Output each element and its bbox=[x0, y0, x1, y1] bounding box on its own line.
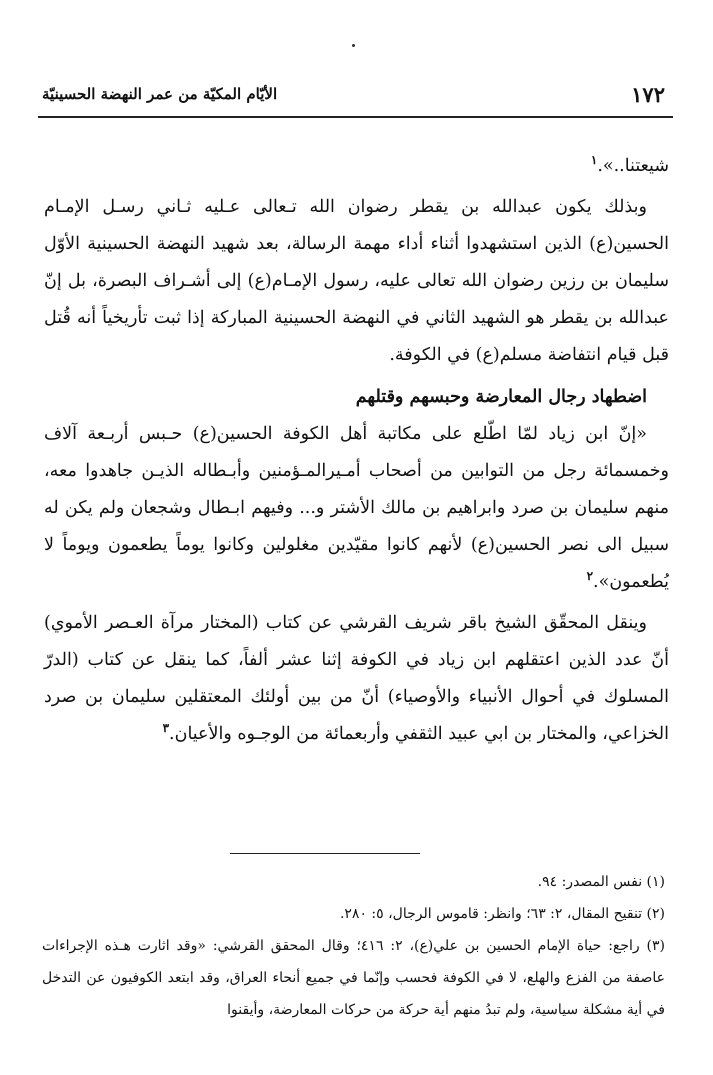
paragraph-2: وبذلك يكون عبدالله بن يقطر رضوان الله تـعالى عـليه ثـاني رسـل الإمـام الحسين(ع) الذين استشهدوا أثناء أداء مهمة الرسالة، بعد شهيد النهضة الحسينية الأوّل سليمان بن رزين رضوان الله تعالى عليه، رسول الإمـام(ع) إلى أشـراف البصرة، بل إنّ عبدالله بن يقطر هو الشهيد الثاني في النهضة الحسينية المباركة إذا ثبت تأريخياً أنه قُتل قبل قيام انتفاضة مسلم(ع) في الكوفة. bbox=[44, 197, 669, 365]
footnote-ref-3: ٣ bbox=[162, 721, 170, 736]
running-title: الأيّام المكيّة من عمر النهضة الحسينيّة bbox=[42, 85, 278, 103]
paragraph-3-text: «إنّ ابن زياد لمّا اطّلع على مكاتبة أهل الكوفة الحسين(ع) حـبس أربـعة آلاف وخمسمائة رجل من التوابين من أصحاب أمـيرالمـؤمنين وأبـطاله الذيـن جاهدوا معه، منهم سليمان بن صرد وابراهيم بن مالك الأشتر و... وفيهم ابـطال وشجعان ولم يكن له سبيل الى نصر الحسين(ع) لأنهم كانوا مقيّدين مغلولين وكانوا يوماً يطعمون ويوماً لا يُطعمون». bbox=[44, 424, 669, 592]
page-number: ١٧٢ bbox=[631, 82, 665, 107]
footnotes bbox=[42, 866, 665, 1026]
paragraph-1-text: شيعتنا..». bbox=[597, 156, 669, 176]
footnote-rule bbox=[230, 853, 420, 854]
header-rule bbox=[38, 116, 673, 118]
paragraph-4-text: وينقل المحقّق الشيخ باقر شريف القرشي عن كتاب (المختار مرآة العـصر الأموي) أنّ عدد الذين اعتقلهم ابن زياد في الكوفة إثنا عشر ألفاً، كما ينقل عن كتاب (الدرّ المسلوك في أحوال الأنبياء والأوصياء) أنّ من بين أولئك المعتقلين سليمان بن صرد الخزاعي، والمختار بن ابي عبيد الثقفي وأربعمائة من الوجـوه والأعيان. bbox=[44, 613, 669, 744]
page-header bbox=[38, 80, 673, 114]
footnote-2: (٢) تنقيح المقال، ٢: ٦٣؛ وانظر: قاموس الرجال، ٥: ٢٨٠. bbox=[339, 906, 665, 922]
footnote-ref-2: ٢ bbox=[586, 569, 594, 584]
main-text bbox=[44, 148, 669, 757]
section-heading: اضطهاد رجال المعارضة وحبسهم وقتلهم bbox=[355, 387, 647, 407]
footnote-ref-1: ١ bbox=[590, 153, 598, 168]
paragraph-1 bbox=[44, 148, 669, 185]
footnote-1: (١) نفس المصدر: ٩٤. bbox=[537, 874, 665, 890]
footnote-3: (٣) راجع: حياة الإمام الحسين بن علي(ع)، ٢: ٤١٦؛ وقال المحقق القرشي: «وقد اثارت هـذه الإجراءات عاصفة من الفزع والهلع، لا في الكوفة فحسب وإنّما في جميع أنحاء العراق، وقد ابتعد الكوفيون عن التدخل في أية مشكلة سياسية، ولم تبدُ منهم أية حركة من حركات المعارضة، وأيقنوا bbox=[42, 938, 665, 1018]
paragraph-3 bbox=[44, 416, 669, 601]
paragraph-4 bbox=[44, 605, 669, 753]
scan-dot bbox=[352, 44, 355, 47]
